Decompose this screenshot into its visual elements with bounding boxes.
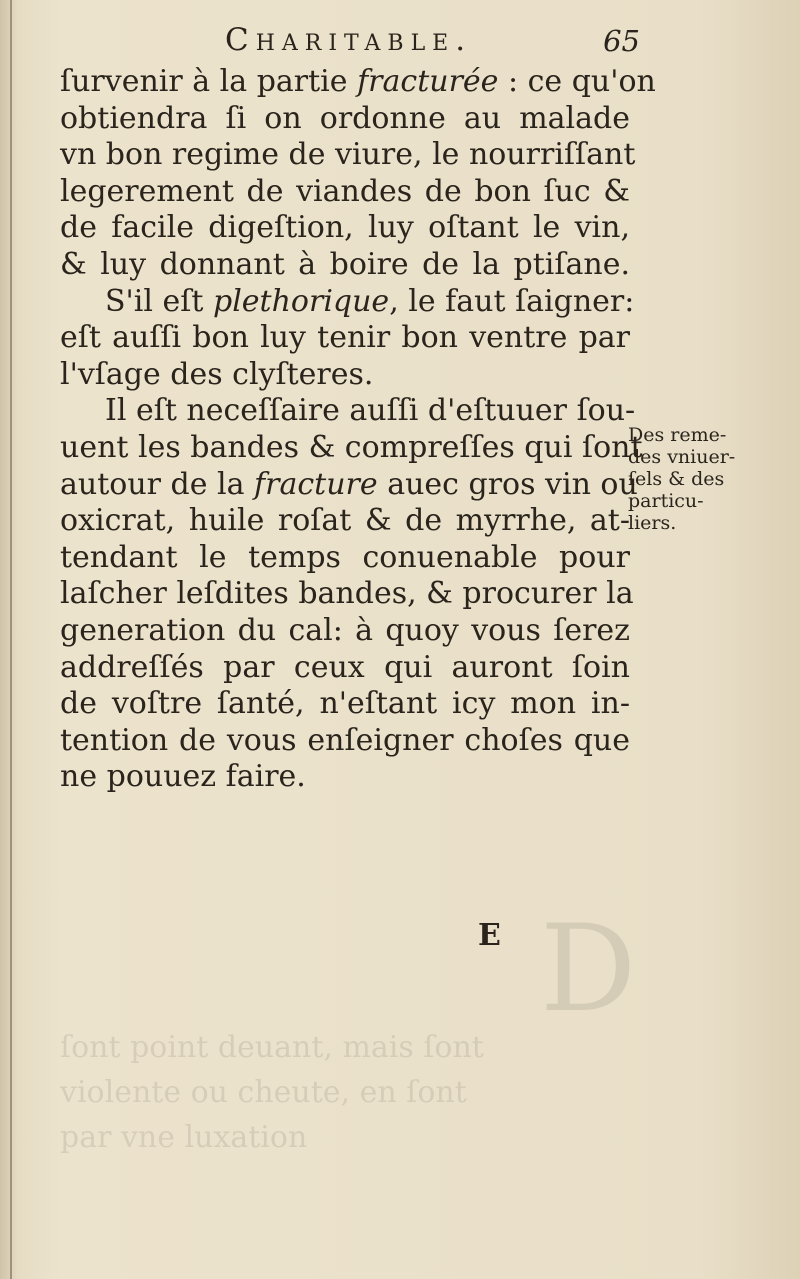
- text-line-roman: vn bon regime de viure, le nourriſſant: [60, 137, 636, 173]
- margin-note-line: Des reme-: [628, 424, 727, 446]
- text-line-roman: S'il eſt: [105, 283, 213, 319]
- text-line-roman: ne pouuez faire.: [60, 759, 306, 795]
- text-line: [60, 466, 638, 504]
- text-line: [60, 247, 630, 284]
- text-line: [60, 429, 643, 467]
- margin-note-line: des vniuer-: [628, 446, 736, 468]
- text-line: [60, 686, 630, 723]
- text-line: [60, 723, 630, 760]
- text-line: [60, 650, 630, 687]
- gutter-edge: [10, 0, 12, 1279]
- text-line: [60, 320, 630, 357]
- text-line-roman: & luy donnant à boire de la ptiſane.: [60, 246, 630, 282]
- text-line-roman: addreſſés par ceux qui auront ſoin: [60, 649, 630, 685]
- text-line: [60, 137, 636, 174]
- text-line-roman: legerement de viandes de bon ſuc &: [60, 173, 630, 209]
- text-line: [60, 283, 635, 321]
- show-through-line: par vne luxation: [60, 1120, 308, 1155]
- show-through-initial: D: [540, 900, 637, 1039]
- text-line-roman: tendant le temps conuenable pour: [60, 539, 630, 575]
- text-line: [60, 101, 630, 138]
- text-line-roman: autour de la: [60, 466, 255, 502]
- text-line: [60, 576, 634, 613]
- text-line-italic: fracturée: [357, 64, 499, 99]
- margin-note-line: particu-: [628, 490, 704, 512]
- text-line-roman: laſcher leſdites bandes, & procurer la: [60, 576, 634, 612]
- text-line-roman: oxicrat, huile roſat & de myrrhe, at-: [60, 503, 630, 539]
- text-line-roman: tention de vous enſeigner choſes que: [60, 722, 630, 758]
- text-line-roman: Il eſt neceſſaire auſſi d'eſtuuer ſou-: [105, 393, 636, 429]
- text-line-roman: ſurvenir à la partie: [60, 64, 358, 99]
- page-number: 65: [603, 24, 640, 58]
- margin-note-line: ſels & des: [628, 468, 725, 490]
- text-line-roman: , le faut ſaigner:: [389, 283, 635, 319]
- show-through-line: ſont point deuant, mais ſont: [60, 1030, 484, 1065]
- text-line: [60, 759, 630, 796]
- text-line: [60, 503, 630, 540]
- text-line-roman: de voſtre ſanté, n'eſtant icy mon in-: [60, 686, 630, 722]
- text-line: [60, 613, 630, 650]
- text-line-roman: eſt auſſi bon luy tenir bon ventre par: [60, 320, 630, 356]
- running-title: Charitable.: [225, 22, 473, 58]
- text-line-roman: auec gros vin ou: [377, 466, 638, 502]
- margin-note-line: liers.: [628, 512, 677, 534]
- text-line-roman: generation du cal: à quoy vous ſerez: [60, 612, 630, 648]
- text-line-roman: l'vſage des clyſteres.: [60, 356, 374, 392]
- text-line-roman: de facile digeſtion, luy oſtant le vin,: [60, 210, 630, 246]
- text-line-italic: plethorique: [212, 283, 390, 319]
- page-header: [60, 18, 640, 66]
- margin-note: [628, 424, 768, 534]
- text-line-italic: fracture: [254, 466, 378, 502]
- text-line-roman: : ce qu'on: [498, 64, 656, 99]
- text-line: [60, 64, 656, 101]
- text-line: [60, 210, 630, 247]
- text-line: [60, 540, 630, 577]
- text-line: [60, 174, 630, 211]
- text-line-roman: uent les bandes & compreſſes qui ſont: [60, 429, 643, 465]
- catchword: E: [478, 918, 501, 953]
- text-line: [60, 357, 630, 394]
- text-line-roman: obtiendra ſi on ordonne au malade: [60, 100, 630, 136]
- show-through-ink: [40, 900, 800, 1200]
- text-line: [60, 393, 636, 430]
- show-through-line: violente ou cheute, en ſont: [60, 1075, 467, 1110]
